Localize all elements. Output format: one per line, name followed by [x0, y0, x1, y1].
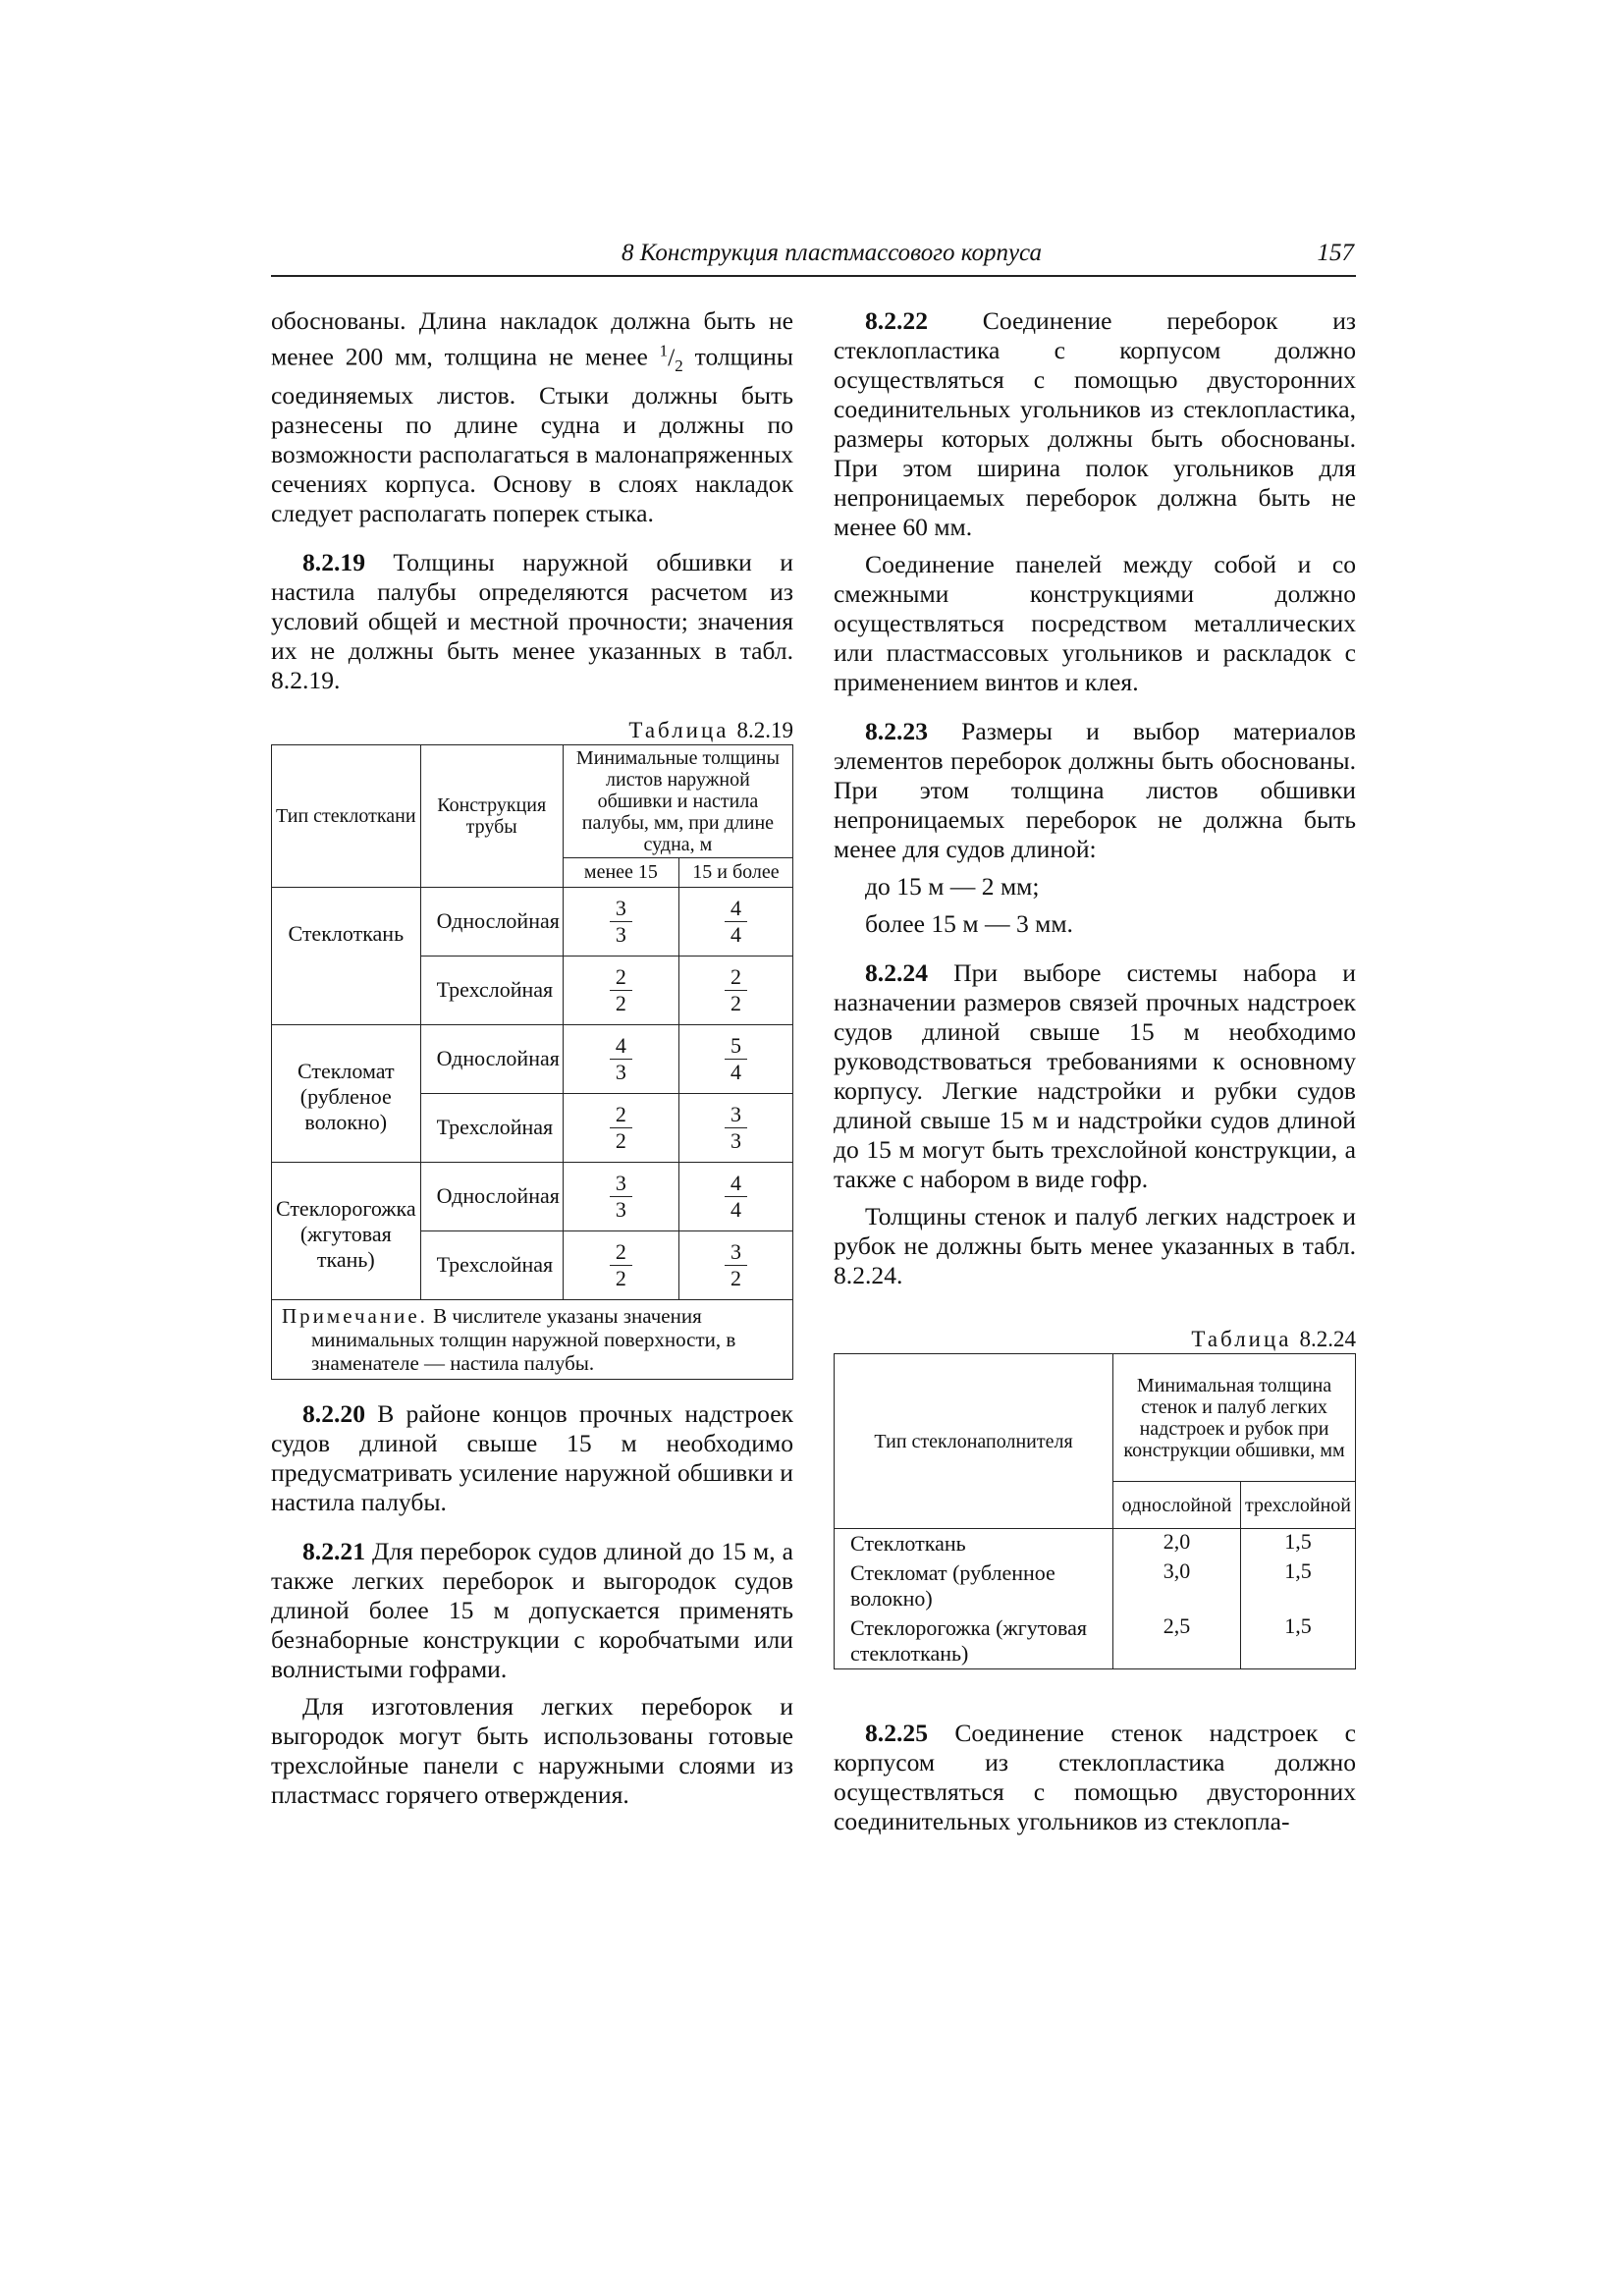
table-8-2-19	[271, 744, 793, 1380]
chapter-title: 8 Конструкция пластмассового корпуса	[622, 240, 1042, 266]
construction-cell: Трехслойная	[420, 1230, 563, 1299]
paragraph: Для изготовления легких переборок и выгородок могут быть использованы готовые трехслойные панели с наружными слоями из пластмасс горячего отверждения.	[271, 1691, 793, 1809]
value-cell: $\frac{2}{2}$	[563, 956, 678, 1024]
value-cell: 2,5	[1113, 1613, 1241, 1669]
section-8-2-23: 8.2.23 Размеры и выбор материалов элементов переборок должны быть обоснованы. При этом толщина листов обшивки непроницаемых переборок не должна быть менее для судов длиной:	[834, 717, 1356, 863]
type-cell: Стекломат (рубленое волокно)	[272, 1024, 421, 1162]
section-8-2-20: 8.2.20 В районе концов прочных надстроек судов длиной свыше 15 м необходимо предусматривать усиление наружной обшивки и настила палубы.	[271, 1398, 793, 1516]
header-type: Тип стеклонаполнителя	[835, 1354, 1113, 1529]
value-cell: $\frac{3}{2}$	[678, 1230, 792, 1299]
value-cell: $\frac{2}{2}$	[563, 1093, 678, 1162]
running-header	[271, 238, 1356, 277]
value-cell: 1,5	[1241, 1558, 1356, 1613]
header-15-more: 15 и более	[678, 857, 792, 887]
value-cell: $\frac{3}{3}$	[563, 1162, 678, 1230]
type-cell: Стеклоткань	[272, 887, 421, 1024]
table-note: Примечание. В числителе указаны значения минимальных толщин наружной поверхности, в знаменателе — настила палубы.	[272, 1299, 793, 1379]
left-column	[271, 306, 793, 1810]
construction-cell: Трехслойная	[420, 1093, 563, 1162]
type-cell: Стеклорогожка (жгутовая ткань)	[272, 1162, 421, 1299]
value-cell: $\frac{2}{2}$	[678, 956, 792, 1024]
section-8-2-21: 8.2.21 Для переборок судов длиной до 15 м, а также легких переборок и выгородок судов длиной более 15 м допускается применять безнаборные конструкции с коробчатыми или волнистыми гофрами.	[271, 1536, 793, 1683]
list-item: до 15 м — 2 мм;	[865, 872, 1040, 901]
type-cell: Стеклоткань	[835, 1529, 1113, 1559]
header-three-layer: трехслойной	[1241, 1482, 1356, 1529]
header-construction: Конструкция трубы	[420, 744, 563, 887]
section-8-2-24: 8.2.24 При выборе системы набора и назначении размеров связей прочных надстроек судов длиной свыше 15 м необходимо руководствоваться требованиями к основному корпусу. Легкие надстройки и рубки судов длиной свыше 15 м и надстройки судов длиной до 15 м могут быть трехслойной конструкции, а также с набором в виде гофр.	[834, 958, 1356, 1193]
value-cell: $\frac{4}{3}$	[563, 1024, 678, 1093]
construction-cell: Однослойная	[420, 1024, 563, 1093]
value-cell: $\frac{3}{3}$	[563, 887, 678, 956]
list-item: более 15 м — 3 мм.	[865, 909, 1073, 938]
value-cell: $\frac{2}{2}$	[563, 1230, 678, 1299]
value-cell: $\frac{4}{4}$	[678, 887, 792, 956]
header-less-15: менее 15	[563, 857, 678, 887]
header-type: Тип стеклоткани	[272, 744, 421, 887]
value-cell: $\frac{4}{4}$	[678, 1162, 792, 1230]
value-cell: $\frac{3}{3}$	[678, 1093, 792, 1162]
type-cell: Стеклорогожка (жгутовая стеклоткань)	[835, 1613, 1113, 1669]
value-cell: 1,5	[1241, 1613, 1356, 1669]
construction-cell: Трехслойная	[420, 956, 563, 1024]
table-caption-8-2-24: Таблица 8.2.24	[1191, 1327, 1356, 1351]
table-caption-8-2-19: Таблица 8.2.19	[628, 717, 793, 742]
section-8-2-19: 8.2.19 Толщины наружной обшивки и настила палубы определяются расчетом из условий общей и местной прочности; значения их не должны быть менее указанных в табл. 8.2.19.	[271, 547, 793, 694]
section-8-2-22: 8.2.22 Соединение переборок из стеклопластика с корпусом должно осуществляться с помощью двусторонних соединительных угольников из стеклопластика, размеры которых должны быть обоснованы. При этом ширина полок угольников для непроницаемых переборок должна быть не менее 60 мм.	[834, 306, 1356, 541]
paragraph-continued: обоснованы. Длина накладок должна быть не менее 200 мм, толщина не менее $^1/_2$ толщины соединяемых листов. Стыки должны быть разнесены по длине судна и должны по возможности располагаться в малонапряженных сечениях корпуса. Основу в слоях накладок следует располагать поперек стыка.	[271, 306, 793, 527]
value-cell: 1,5	[1241, 1529, 1356, 1559]
header-one-layer: однослойной	[1113, 1482, 1241, 1529]
header-min-thickness: Минимальная толщина стенок и палуб легких надстроек и рубок при конструкции обшивки, мм	[1113, 1354, 1356, 1482]
value-cell: 3,0	[1113, 1558, 1241, 1613]
construction-cell: Однослойная	[420, 1162, 563, 1230]
section-8-2-25: 8.2.25 Соединение стенок надстроек с корпусом из стеклопластика должно осуществляться с помощью двусторонних соединительных угольников из стеклопла-	[834, 1719, 1356, 1835]
paragraph: Соединение панелей между собой и со смежными конструкциями должно осуществляться посредством металлических или пластмассовых угольников и раскладок с применением винтов и клея.	[834, 550, 1356, 696]
paragraph: Толщины стенок и палуб легких надстроек и рубок не должны быть менее указанных в табл. 8.2.24.	[834, 1202, 1356, 1289]
construction-cell: Однослойная	[420, 887, 563, 956]
right-column	[834, 306, 1356, 1836]
fraction-half: $^1/_2$	[659, 341, 683, 375]
header-min-thickness: Минимальные толщины листов наружной обшивки и настила палубы, мм, при длине судна, м	[563, 744, 792, 857]
page-number: 157	[1317, 240, 1354, 266]
type-cell: Стекломат (рубленное волокно)	[835, 1558, 1113, 1613]
table-8-2-24	[834, 1353, 1356, 1669]
value-cell: $\frac{5}{4}$	[678, 1024, 792, 1093]
value-cell: 2,0	[1113, 1529, 1241, 1559]
